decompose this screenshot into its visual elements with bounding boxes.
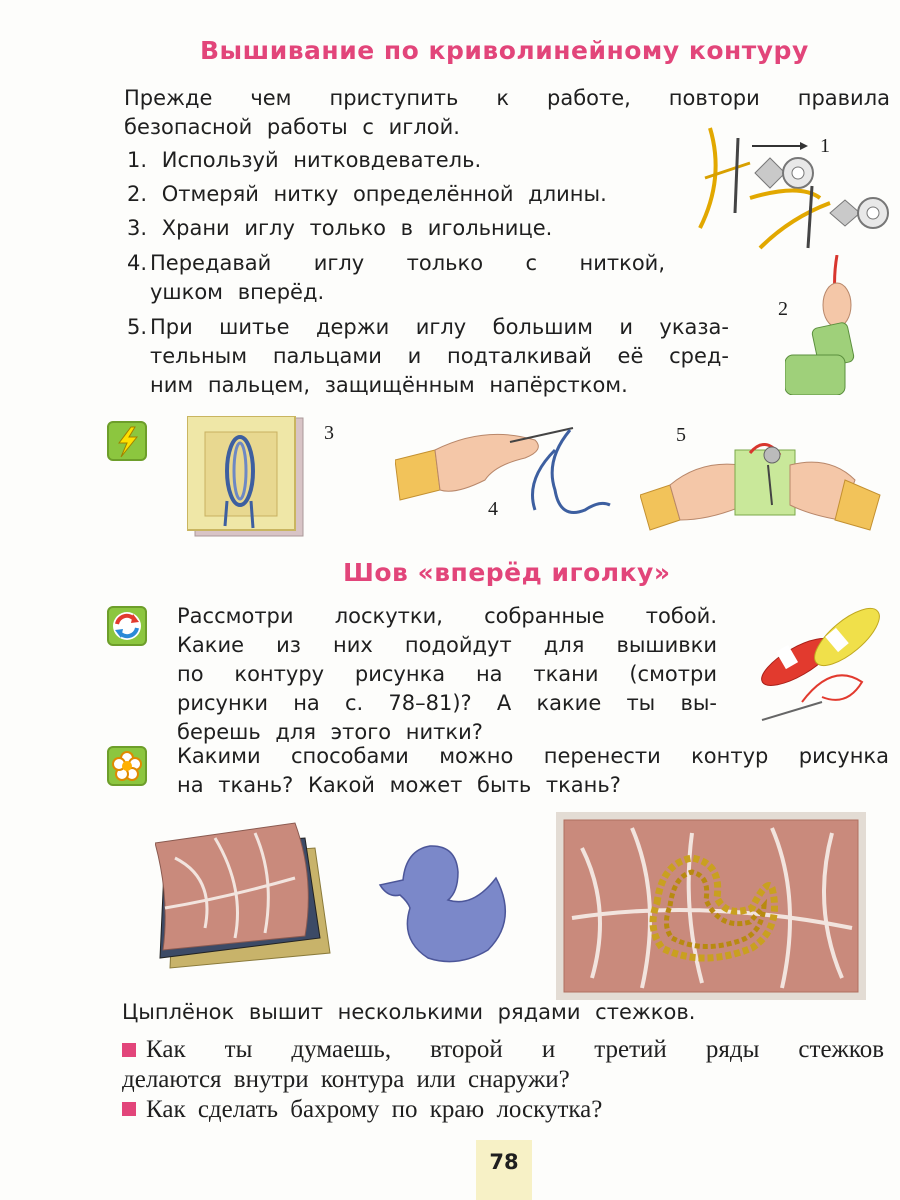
question-stitch-rows: Как ты думаешь, второй и третий ряды стежков делаются внутри контура или снаружи? <box>122 1036 884 1093</box>
rule-item-3: 3. Храни иглу только в игольнице. <box>127 216 553 240</box>
embroidery-threads-illustration <box>752 592 892 727</box>
page-number: 78 <box>489 1150 519 1174</box>
refresh-arrows-icon <box>107 606 147 646</box>
rule-item-5: 5. При шитье держи иглу большим и указа- тельным пальцами и подталкивай её сред- ним пальцем, защищённым напёрстком. <box>127 315 729 397</box>
question-transfer-contour: Какими способами можно перенести контур рисунка на ткань? Какой может быть ткань? <box>177 744 889 797</box>
bullet-square <box>122 1043 136 1057</box>
section-title-running-stitch: Шов «вперёд иголку» <box>343 558 671 587</box>
lightning-icon <box>107 421 147 461</box>
question-fabric-scraps: Рассмотри лоскутки, собранные тобой. Какие из них подойдут для вышивки по контуру рисунка на ткани (смотри рисунки на с. 78–81)? А какие ты вы- берешь для этого нитки? <box>177 604 717 744</box>
figure-label-4: 4 <box>488 498 498 520</box>
figure-caption: Цыплёнок вышит несколькими рядами стежков. <box>122 1000 696 1024</box>
intro-line-2: безопасной работы с иглой. <box>124 115 460 139</box>
figure-label-5: 5 <box>676 424 686 446</box>
section-title-embroidery: Вышивание по криволинейному контуру <box>200 36 809 65</box>
needle-threader-illustration <box>690 118 900 253</box>
figure-label-2: 2 <box>778 298 788 320</box>
duck-contour-illustration <box>378 840 518 965</box>
flower-icon <box>107 746 147 786</box>
rule-item-1: 1. Используй нитковдеватель. <box>127 148 482 172</box>
bullet-square <box>122 1102 136 1116</box>
figure-label-1: 1 <box>820 135 830 157</box>
needle-case-illustration <box>187 416 305 538</box>
intro-line-1: Прежде чем приступить к работе, повтори правила <box>124 86 890 110</box>
page-number-box <box>476 1140 532 1200</box>
folded-fabric-illustration <box>155 818 335 978</box>
hand-measuring-thread-illustration <box>785 255 895 395</box>
hand-threading-needle-illustration <box>395 420 620 525</box>
rule-item-2: 2. Отмеряй нитку определённой длины. <box>127 182 607 206</box>
figure-label-3: 3 <box>324 422 334 444</box>
question-fringe: Как сделать бахрому по краю лоскутка? <box>122 1095 602 1125</box>
rule-item-4: 4. Передавай иглу только с ниткой, ушком вперёд. <box>127 251 665 304</box>
embroidered-chick-fabric-illustration <box>552 808 870 1004</box>
